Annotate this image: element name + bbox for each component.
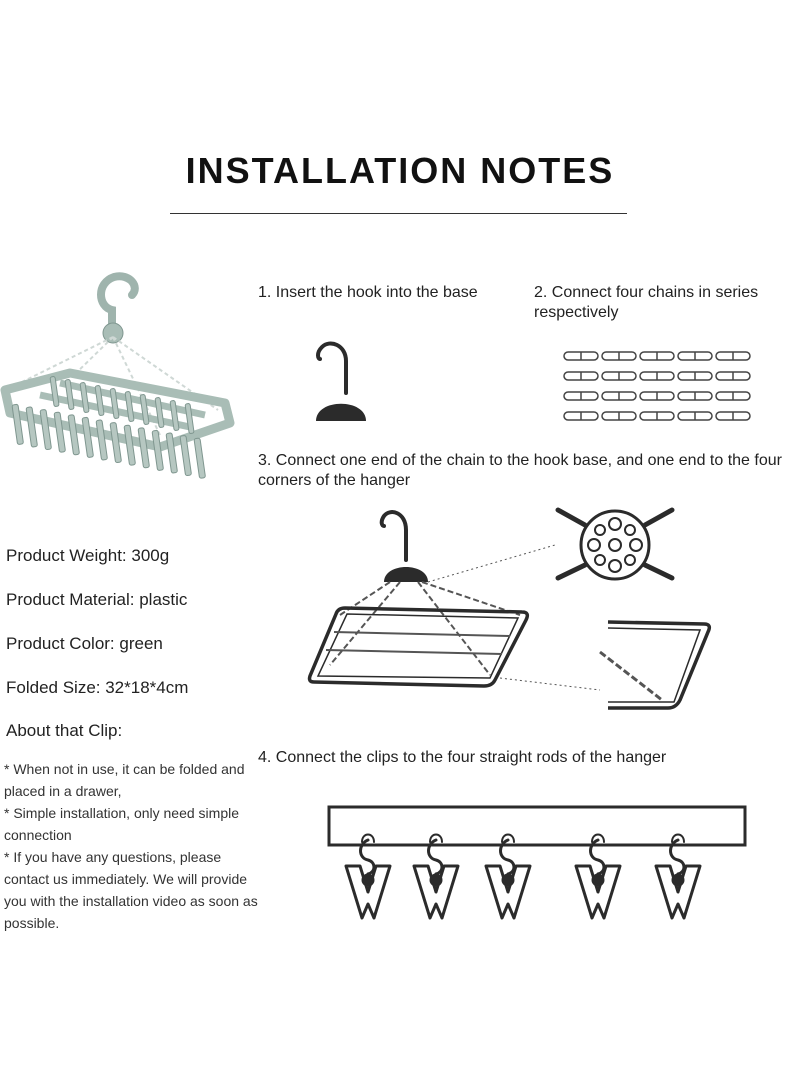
note-contact: * If you have any questions, please contact us immediately. We will provide you with the installation video as soon as possible. — [4, 849, 258, 931]
spec-folded-size: Folded Size: 32*18*4cm — [6, 678, 189, 697]
clip-illustration — [576, 835, 620, 919]
title-divider — [170, 213, 627, 214]
page-title: INSTALLATION NOTES — [185, 150, 615, 191]
note-fold: * When not in use, it can be folded and placed in a drawer, — [4, 761, 245, 799]
clip-illustration — [656, 835, 700, 919]
clip-illustration — [486, 835, 530, 919]
hanger-assembly-diagram — [300, 500, 720, 720]
step-2-text: 2. Connect four chains in series respectively — [534, 284, 759, 321]
clip-notes — [4, 758, 266, 934]
note-installation: * Simple installation, only need simple connection — [4, 805, 240, 843]
spec-material: Product Material: plastic — [6, 590, 188, 609]
chains-diagram — [560, 350, 755, 430]
spec-color: Product Color: green — [6, 634, 163, 653]
spec-clip-heading: About that Clip: — [6, 721, 123, 740]
product-photo — [0, 265, 240, 510]
spec-weight: Product Weight: 300g — [6, 546, 170, 565]
hook-diagram — [310, 333, 370, 428]
step-4-text: 4. Connect the clips to the four straight rods of the hanger — [258, 749, 667, 766]
clip-illustration — [414, 835, 458, 919]
clips-diagram — [328, 806, 748, 926]
step-3-text: 3. Connect one end of the chain to the hook base, and one end to the four corners of the hanger — [258, 452, 782, 489]
step-1-text: 1. Insert the hook into the base — [258, 284, 478, 301]
clip-illustration — [346, 835, 390, 919]
